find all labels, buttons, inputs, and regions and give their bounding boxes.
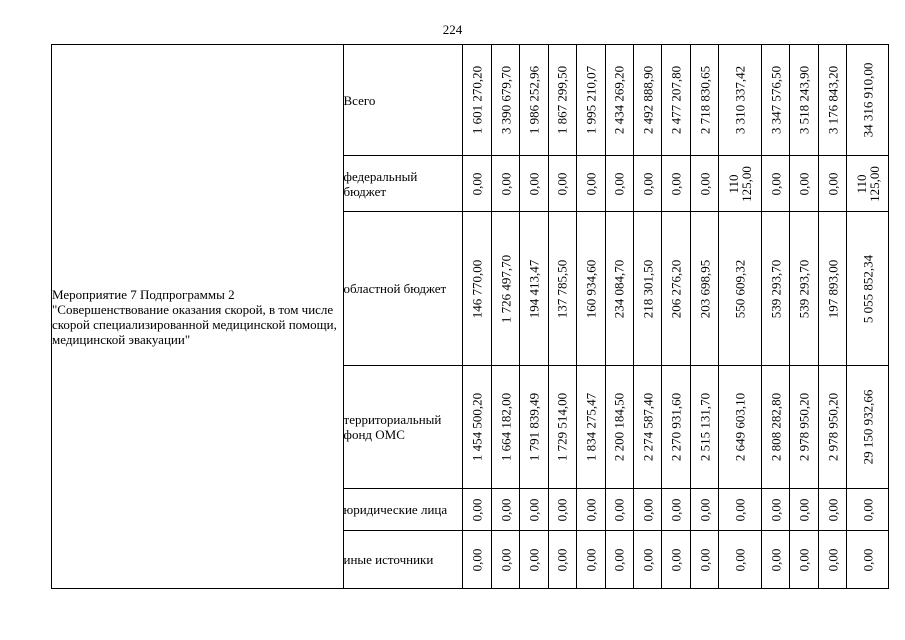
value-text: 2 200 184,50 — [611, 392, 627, 462]
value-cell — [577, 366, 605, 489]
value-text: 218 301,50 — [640, 259, 656, 318]
value-text: 2 515 131,70 — [697, 392, 713, 462]
value-cell — [790, 531, 818, 589]
value-cell — [463, 45, 491, 156]
value-text: 34 316 910,00 — [860, 62, 876, 138]
value-cell — [605, 212, 633, 366]
value-text: 0,00 — [697, 172, 713, 195]
value-text: 0,00 — [554, 498, 570, 521]
value-text: 146 770,00 — [469, 259, 485, 318]
value-cell — [634, 45, 662, 156]
value-cell — [847, 156, 889, 212]
value-text: 1 834 275,47 — [583, 392, 599, 462]
value-text: 0,00 — [640, 172, 656, 195]
value-text: 3 176 843,20 — [825, 65, 841, 135]
value-cell — [605, 366, 633, 489]
value-cell — [463, 489, 491, 531]
value-text: 0,00 — [697, 548, 713, 571]
value-text: 1 729 514,00 — [554, 392, 570, 462]
value-cell — [491, 212, 519, 366]
value-text: 0,00 — [469, 172, 485, 195]
value-cell — [491, 156, 519, 212]
value-text: 0,00 — [640, 548, 656, 571]
value-text: 1 601 270,20 — [469, 65, 485, 135]
measure-title: Мероприятие 7 Подпрограммы 2 "Совершенствование оказания скорой, в том числе скорой специализированной медицинской помощи, медицинской эвакуации" — [52, 45, 344, 589]
value-text: 0,00 — [860, 498, 876, 521]
value-cell — [662, 156, 690, 212]
value-cell — [690, 489, 718, 531]
value-text: 1 791 839,49 — [526, 392, 542, 462]
value-cell — [520, 212, 548, 366]
value-text: 0,00 — [825, 172, 841, 195]
value-cell — [847, 489, 889, 531]
value-text: 0,00 — [611, 498, 627, 521]
value-text: 2 274 587,40 — [640, 392, 656, 462]
value-cell — [719, 45, 762, 156]
value-cell — [548, 489, 576, 531]
value-text: 3 518 243,90 — [796, 65, 812, 135]
value-cell — [818, 156, 846, 212]
value-text: 0,00 — [469, 548, 485, 571]
value-cell — [690, 212, 718, 366]
value-cell — [491, 366, 519, 489]
value-cell — [847, 366, 889, 489]
value-text: 2 434 269,20 — [611, 65, 627, 135]
value-cell — [761, 156, 789, 212]
value-text: 110 125,00 — [853, 165, 882, 202]
value-cell — [491, 489, 519, 531]
value-cell — [790, 212, 818, 366]
value-text: 0,00 — [825, 498, 841, 521]
value-text: 0,00 — [697, 498, 713, 521]
value-text: 29 150 932,66 — [860, 389, 876, 465]
value-text: 2 492 888,90 — [640, 65, 656, 135]
value-cell — [818, 45, 846, 156]
value-text: 539 293,70 — [768, 259, 784, 318]
value-text: 1 664 182,00 — [498, 392, 514, 462]
value-cell — [634, 156, 662, 212]
value-cell — [548, 45, 576, 156]
value-cell — [847, 212, 889, 366]
value-cell — [719, 156, 762, 212]
value-cell — [577, 212, 605, 366]
value-cell — [818, 489, 846, 531]
value-cell — [662, 212, 690, 366]
value-text: 206 276,20 — [668, 259, 684, 318]
value-text: 0,00 — [526, 498, 542, 521]
value-cell — [847, 45, 889, 156]
value-text: 234 084,70 — [611, 259, 627, 318]
value-cell — [761, 212, 789, 366]
value-text: 197 893,00 — [825, 259, 841, 318]
funding-source-label: федеральный бюджет — [343, 156, 463, 212]
value-cell — [662, 531, 690, 589]
value-text: 0,00 — [768, 172, 784, 195]
value-text: 2 718 830,65 — [697, 65, 713, 135]
value-text: 0,00 — [640, 498, 656, 521]
value-cell — [790, 156, 818, 212]
value-text: 0,00 — [583, 172, 599, 195]
value-text: 0,00 — [796, 172, 812, 195]
value-text: 1 454 500,20 — [469, 392, 485, 462]
value-cell — [719, 489, 762, 531]
funding-source-label: иные источники — [343, 531, 463, 589]
value-cell — [520, 156, 548, 212]
value-text: 0,00 — [668, 498, 684, 521]
value-cell — [790, 489, 818, 531]
value-text: 2 649 603,10 — [732, 392, 748, 462]
value-text: 203 698,95 — [697, 259, 713, 318]
value-cell — [662, 489, 690, 531]
value-cell — [818, 531, 846, 589]
value-cell — [847, 531, 889, 589]
value-cell — [719, 366, 762, 489]
value-cell — [463, 212, 491, 366]
value-cell — [634, 531, 662, 589]
value-text: 5 055 852,34 — [860, 254, 876, 323]
funding-source-label: юридические лица — [343, 489, 463, 531]
value-text: 0,00 — [668, 548, 684, 571]
value-text: 0,00 — [498, 172, 514, 195]
value-cell — [491, 531, 519, 589]
value-cell — [577, 156, 605, 212]
funding-source-label: территориальный фонд ОМС — [343, 366, 463, 489]
value-text: 160 934,60 — [583, 259, 599, 318]
value-text: 0,00 — [498, 548, 514, 571]
value-cell — [520, 531, 548, 589]
value-text: 0,00 — [796, 498, 812, 521]
value-cell — [463, 531, 491, 589]
value-text: 2 978 950,20 — [825, 392, 841, 462]
value-cell — [548, 366, 576, 489]
value-text: 0,00 — [668, 172, 684, 195]
value-text: 0,00 — [526, 548, 542, 571]
value-cell — [548, 156, 576, 212]
value-cell — [605, 156, 633, 212]
value-cell — [577, 45, 605, 156]
table-row — [52, 45, 889, 156]
value-text: 0,00 — [768, 498, 784, 521]
value-cell — [690, 45, 718, 156]
value-cell — [761, 531, 789, 589]
value-text: 550 609,32 — [732, 259, 748, 318]
value-text: 0,00 — [732, 498, 748, 521]
value-cell — [605, 531, 633, 589]
value-text: 0,00 — [611, 172, 627, 195]
value-cell — [520, 489, 548, 531]
value-text: 1 995 210,07 — [583, 65, 599, 135]
value-text: 3 310 337,42 — [732, 65, 748, 135]
value-text: 0,00 — [768, 548, 784, 571]
value-text: 2 808 282,80 — [768, 392, 784, 462]
value-cell — [761, 366, 789, 489]
value-cell — [790, 45, 818, 156]
value-text: 1 986 252,96 — [526, 65, 542, 135]
value-cell — [690, 366, 718, 489]
value-text: 3 390 679,70 — [498, 65, 514, 135]
value-cell — [605, 45, 633, 156]
value-text: 0,00 — [796, 548, 812, 571]
value-text: 0,00 — [860, 548, 876, 571]
value-text: 2 978 950,20 — [796, 392, 812, 462]
value-cell — [662, 45, 690, 156]
value-text: 0,00 — [526, 172, 542, 195]
value-text: 0,00 — [469, 498, 485, 521]
value-text: 0,00 — [583, 498, 599, 521]
value-text: 1 867 299,50 — [554, 65, 570, 135]
value-cell — [520, 45, 548, 156]
value-cell — [662, 366, 690, 489]
value-text: 0,00 — [554, 172, 570, 195]
value-cell — [605, 489, 633, 531]
value-cell — [577, 531, 605, 589]
value-text: 0,00 — [611, 548, 627, 571]
value-cell — [463, 366, 491, 489]
value-cell — [491, 45, 519, 156]
value-text: 1 726 497,70 — [498, 254, 514, 323]
value-text: 0,00 — [825, 548, 841, 571]
value-cell — [690, 156, 718, 212]
value-text: 2 270 931,60 — [668, 392, 684, 462]
value-text: 0,00 — [498, 498, 514, 521]
value-cell — [634, 366, 662, 489]
funding-source-label: областной бюджет — [343, 212, 463, 366]
value-cell — [690, 531, 718, 589]
value-cell — [818, 212, 846, 366]
value-cell — [463, 156, 491, 212]
value-text: 110 125,00 — [726, 165, 755, 202]
value-cell — [520, 366, 548, 489]
value-text: 539 293,70 — [796, 259, 812, 318]
value-cell — [761, 489, 789, 531]
value-cell — [577, 489, 605, 531]
value-text: 194 413,47 — [526, 259, 542, 318]
value-cell — [761, 45, 789, 156]
funding-source-label: Всего — [343, 45, 463, 156]
value-cell — [634, 489, 662, 531]
page-number: 224 — [442, 22, 463, 37]
value-cell — [818, 366, 846, 489]
value-cell — [634, 212, 662, 366]
value-text: 0,00 — [732, 548, 748, 571]
funding-table — [51, 44, 889, 589]
value-cell — [790, 366, 818, 489]
value-cell — [548, 531, 576, 589]
value-cell — [719, 212, 762, 366]
value-text: 137 785,50 — [554, 259, 570, 318]
value-cell — [548, 212, 576, 366]
value-text: 3 347 576,50 — [768, 65, 784, 135]
value-text: 0,00 — [554, 548, 570, 571]
value-cell — [719, 531, 762, 589]
value-text: 2 477 207,80 — [668, 65, 684, 135]
value-text: 0,00 — [583, 548, 599, 571]
